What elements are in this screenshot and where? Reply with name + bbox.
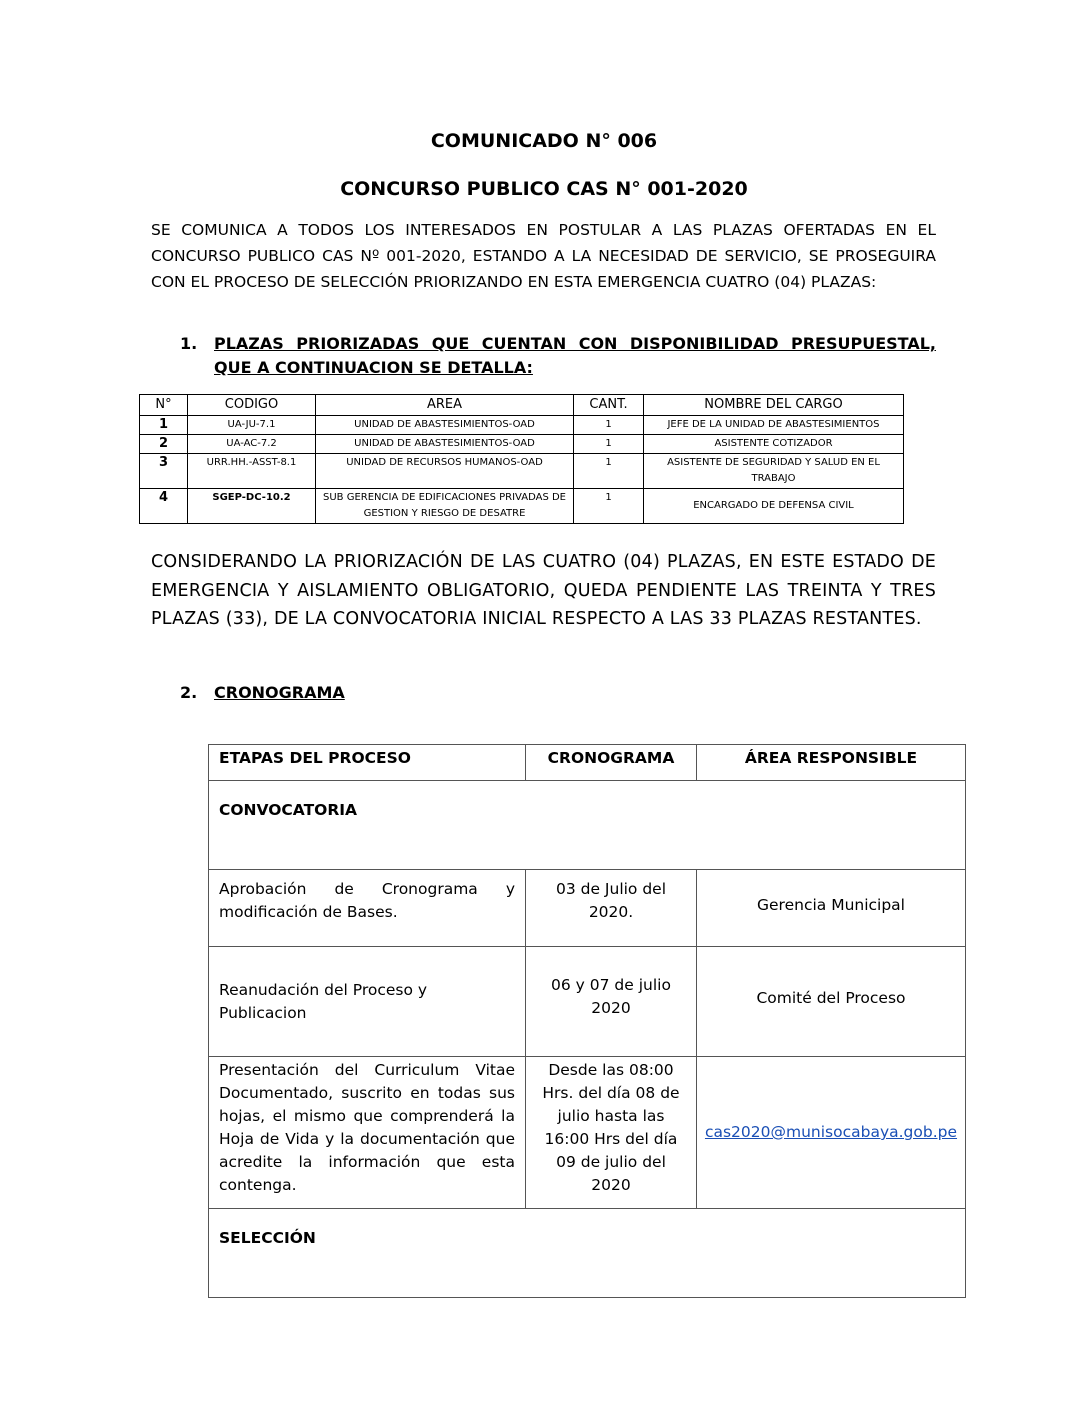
plaza-cant: 1	[574, 489, 644, 524]
section-label-convocatoria: CONVOCATORIA	[209, 781, 966, 870]
header-etapas: ETAPAS DEL PROCESO	[209, 745, 526, 781]
email-link[interactable]: cas2020@munisocabaya.gob.pe	[704, 1123, 958, 1141]
area-cell: Comité del Proceso	[697, 947, 966, 1057]
plaza-codigo: UA-JU-7.1	[188, 416, 316, 435]
plaza-area: SUB GERENCIA DE EDIFICACIONES PRIVADAS DE GESTION Y RIESGO DE DESATRE	[316, 489, 574, 524]
plaza-number: 3	[140, 454, 188, 489]
cronograma-header-row	[209, 745, 966, 781]
plaza-number: 2	[140, 435, 188, 454]
plazas-header-area: AREA	[316, 395, 574, 416]
plaza-codigo: SGEP-DC-10.2	[188, 489, 316, 524]
table-row	[209, 1057, 966, 1209]
section-1-number: 1.	[180, 334, 198, 353]
plazas-table	[139, 394, 904, 524]
considerando-paragraph: CONSIDERANDO LA PRIORIZACIÓN DE LAS CUATRO (04) PLAZAS, EN ESTE ESTADO DE EMERGENCIA Y AISLAMIENTO OBLIGATORIO, QUEDA PENDIENTE LAS TREINTA Y TRES PLAZAS (33), DE LA CONVOCATORIA INICIAL RESPECTO A LAS 33 PLAZAS RESTANTES.	[151, 552, 936, 629]
area-cell: Gerencia Municipal	[697, 870, 966, 947]
email-link-cell	[697, 1057, 966, 1209]
etapa-cell: Presentación del Curriculum Vitae Documentado, suscrito en todas sus hojas, el mismo que comprenderá la Hoja de Vida y la documentación que acredite la información que esta contenga.	[209, 1057, 526, 1209]
section-row-seleccion	[209, 1209, 966, 1298]
plaza-cant: 1	[574, 454, 644, 489]
section-2-number: 2.	[180, 683, 198, 702]
section-1-line2: QUE A CONTINUACION SE DETALLA:	[214, 358, 533, 377]
header-area-responsable: ÁREA RESPONSIBLE	[697, 745, 966, 781]
plazas-header-row	[140, 395, 904, 416]
fecha-cell: 06 y 07 de julio 2020	[526, 947, 697, 1057]
plaza-cargo: ASISTENTE COTIZADOR	[644, 435, 904, 454]
plaza-codigo: URR.HH.-ASST-8.1	[188, 454, 316, 489]
table-row	[140, 454, 904, 489]
table-row	[140, 489, 904, 524]
section-label-seleccion: SELECCIÓN	[209, 1209, 966, 1298]
plaza-area: UNIDAD DE ABASTESIMIENTOS-OAD	[316, 435, 574, 454]
plaza-cant: 1	[574, 435, 644, 454]
plaza-number: 4	[140, 489, 188, 524]
plazas-header-n: N°	[140, 395, 188, 416]
section-2-label: CRONOGRAMA	[214, 683, 345, 702]
plazas-header-cant: CANT.	[574, 395, 644, 416]
cronograma-table	[208, 744, 966, 1298]
etapa-cell: Reanudación del Proceso y Publicacion	[209, 947, 526, 1057]
plaza-area: UNIDAD DE ABASTESIMIENTOS-OAD	[316, 416, 574, 435]
plazas-header-codigo: CODIGO	[188, 395, 316, 416]
section-1-heading	[180, 332, 936, 380]
fecha-cell: Desde las 08:00 Hrs. del día 08 de julio hasta las 16:00 Hrs del día 09 de julio del 2020	[526, 1057, 697, 1209]
header-cronograma: CRONOGRAMA	[526, 745, 697, 781]
etapa-cell: Aprobación de Cronograma y modificación de Bases.	[209, 870, 526, 947]
intro-paragraph: SE COMUNICA A TODOS LOS INTERESADOS EN POSTULAR A LAS PLAZAS OFERTADAS EN EL CONCURSO PUBLICO CAS Nº 001-2020, ESTANDO A LA NECESIDAD DE SERVICIO, SE PROSEGUIRA CON EL PROCESO DE SELECCIÓN PRIORIZANDO EN ESTA EMERGENCIA CUATRO (04) PLAZAS:	[151, 221, 936, 291]
table-row	[209, 947, 966, 1057]
plaza-cargo: ASISTENTE DE SEGURIDAD Y SALUD EN EL TRABAJO	[644, 454, 904, 489]
page-title: COMUNICADO N° 006	[430, 130, 658, 152]
section-row-convocatoria	[209, 781, 966, 870]
plazas-header-cargo: NOMBRE DEL CARGO	[644, 395, 904, 416]
plaza-area: UNIDAD DE RECURSOS HUMANOS-OAD	[316, 454, 574, 489]
section-2-heading	[180, 683, 345, 702]
table-row	[209, 870, 966, 947]
plaza-cant: 1	[574, 416, 644, 435]
table-row	[140, 435, 904, 454]
plaza-number: 1	[140, 416, 188, 435]
section-1-line1: PLAZAS PRIORIZADAS QUE CUENTAN CON DISPONIBILIDAD PRESUPUESTAL,	[214, 334, 936, 353]
plaza-cargo: JEFE DE LA UNIDAD DE ABASTESIMIENTOS	[644, 416, 904, 435]
plaza-codigo: UA-AC-7.2	[188, 435, 316, 454]
page-subtitle: CONCURSO PUBLICO CAS N° 001-2020	[340, 178, 748, 200]
table-row	[140, 416, 904, 435]
plaza-cargo: ENCARGADO DE DEFENSA CIVIL	[644, 489, 904, 524]
fecha-cell: 03 de Julio del 2020.	[526, 870, 697, 947]
